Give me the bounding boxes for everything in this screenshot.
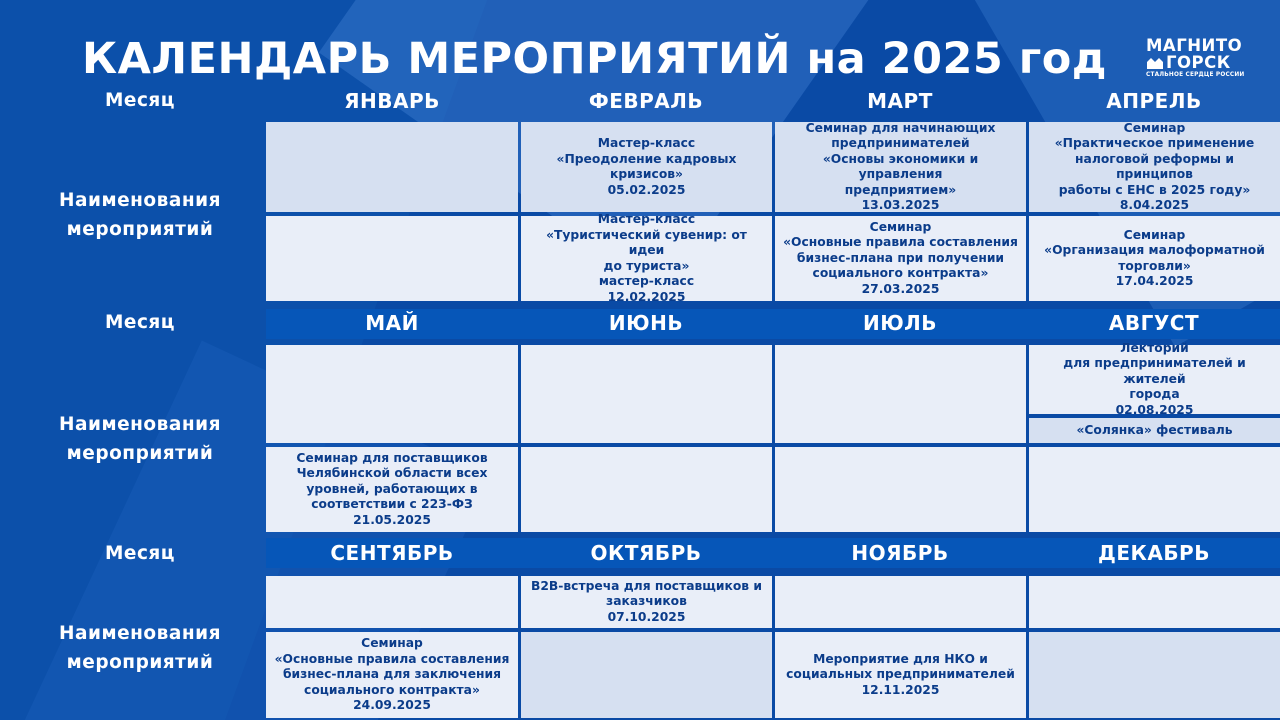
cell-aug-1: Лекторий для предпринимателей и жителей города 02.08.2025 xyxy=(1029,345,1280,414)
month-january: ЯНВАРЬ xyxy=(344,89,440,113)
cell-aug-2 xyxy=(1029,447,1280,532)
cell-aug-1b: «Солянка» фестиваль xyxy=(1029,418,1280,443)
cell-apr-2: Семинар «Организация малоформатной торговли» 17.04.2025 xyxy=(1029,216,1280,301)
cell-jul-1 xyxy=(775,345,1026,443)
cell-oct-2 xyxy=(521,632,772,718)
month-september: СЕНТЯБРЬ xyxy=(330,541,454,565)
cell-dec-2 xyxy=(1029,632,1280,718)
month-february: ФЕВРАЛЬ xyxy=(588,89,704,113)
month-label-2: Месяц xyxy=(104,312,175,333)
logo-tagline: СТАЛЬНОЕ СЕРДЦЕ РОССИИ xyxy=(1146,72,1245,78)
cell-oct-1: B2B-встреча для поставщиков и заказчиков 07.10.2025 xyxy=(521,576,772,628)
cell-jun-2 xyxy=(521,447,772,532)
month-october: ОКТЯБРЬ xyxy=(590,541,702,565)
cell-mar-1: Семинар для начинающих предпринимателей «Основы экономики и управления предприятием» 13.03.2025 xyxy=(775,122,1026,212)
city-logo xyxy=(1146,37,1256,78)
month-march: МАРТ xyxy=(867,89,933,113)
cell-nov-2: Мероприятие для НКО и социальных предпринимателей 12.11.2025 xyxy=(775,632,1026,718)
events-label-1: Наименования мероприятий xyxy=(59,190,221,240)
month-november: НОЯБРЬ xyxy=(851,541,949,565)
cell-dec-1 xyxy=(1029,576,1280,628)
cell-mar-2: Семинар «Основные правила составления бизнес-плана при получении социального контракта» 27.03.2025 xyxy=(775,216,1026,301)
cell-jul-2 xyxy=(775,447,1026,532)
logo-line-1: МАГНИТО xyxy=(1146,36,1243,55)
events-label-3: Наименования мероприятий xyxy=(59,623,221,673)
month-label-1: Месяц xyxy=(104,90,175,111)
page-title: КАЛЕНДАРЬ МЕРОПРИЯТИЙ на 2025 год xyxy=(82,34,1108,84)
cell-nov-1 xyxy=(775,576,1026,628)
month-august: АВГУСТ xyxy=(1108,311,1200,335)
month-may: МАЙ xyxy=(365,311,419,335)
month-june: ИЮНЬ xyxy=(608,311,684,335)
cell-feb-1: Мастер-класс «Преодоление кадровых кризисов» 05.02.2025 xyxy=(521,122,772,212)
month-label-3: Месяц xyxy=(104,543,175,564)
cell-sep-2: Семинар «Основные правила составления бизнес-плана для заключения социального контракта» 24.09.2025 xyxy=(266,632,518,718)
cell-jun-1 xyxy=(521,345,772,443)
month-april: АПРЕЛЬ xyxy=(1106,89,1202,113)
month-december: ДЕКАБРЬ xyxy=(1098,541,1210,565)
cell-jan-2 xyxy=(266,216,518,301)
cell-sep-1 xyxy=(266,576,518,628)
logo-wave-icon xyxy=(1146,56,1164,70)
events-label-2: Наименования мероприятий xyxy=(59,414,221,464)
cell-may-2: Семинар для поставщиков Челябинской области всех уровней, работающих в соответствии с 223-ФЗ 21.05.2025 xyxy=(266,447,518,532)
logo-line-2: ГОРСК xyxy=(1166,53,1231,72)
cell-may-1 xyxy=(266,345,518,443)
cell-feb-2: Мастер-класс «Туристический сувенир: от идеи до туриста» мастер-класс 12.02.2025 xyxy=(521,216,772,301)
cell-apr-1: Семинар «Практическое применение налоговой реформы и принципов работы с ЕНС в 2025 году» 8.04.2025 xyxy=(1029,122,1280,212)
month-july: ИЮЛЬ xyxy=(862,311,938,335)
cell-jan-1 xyxy=(266,122,518,212)
